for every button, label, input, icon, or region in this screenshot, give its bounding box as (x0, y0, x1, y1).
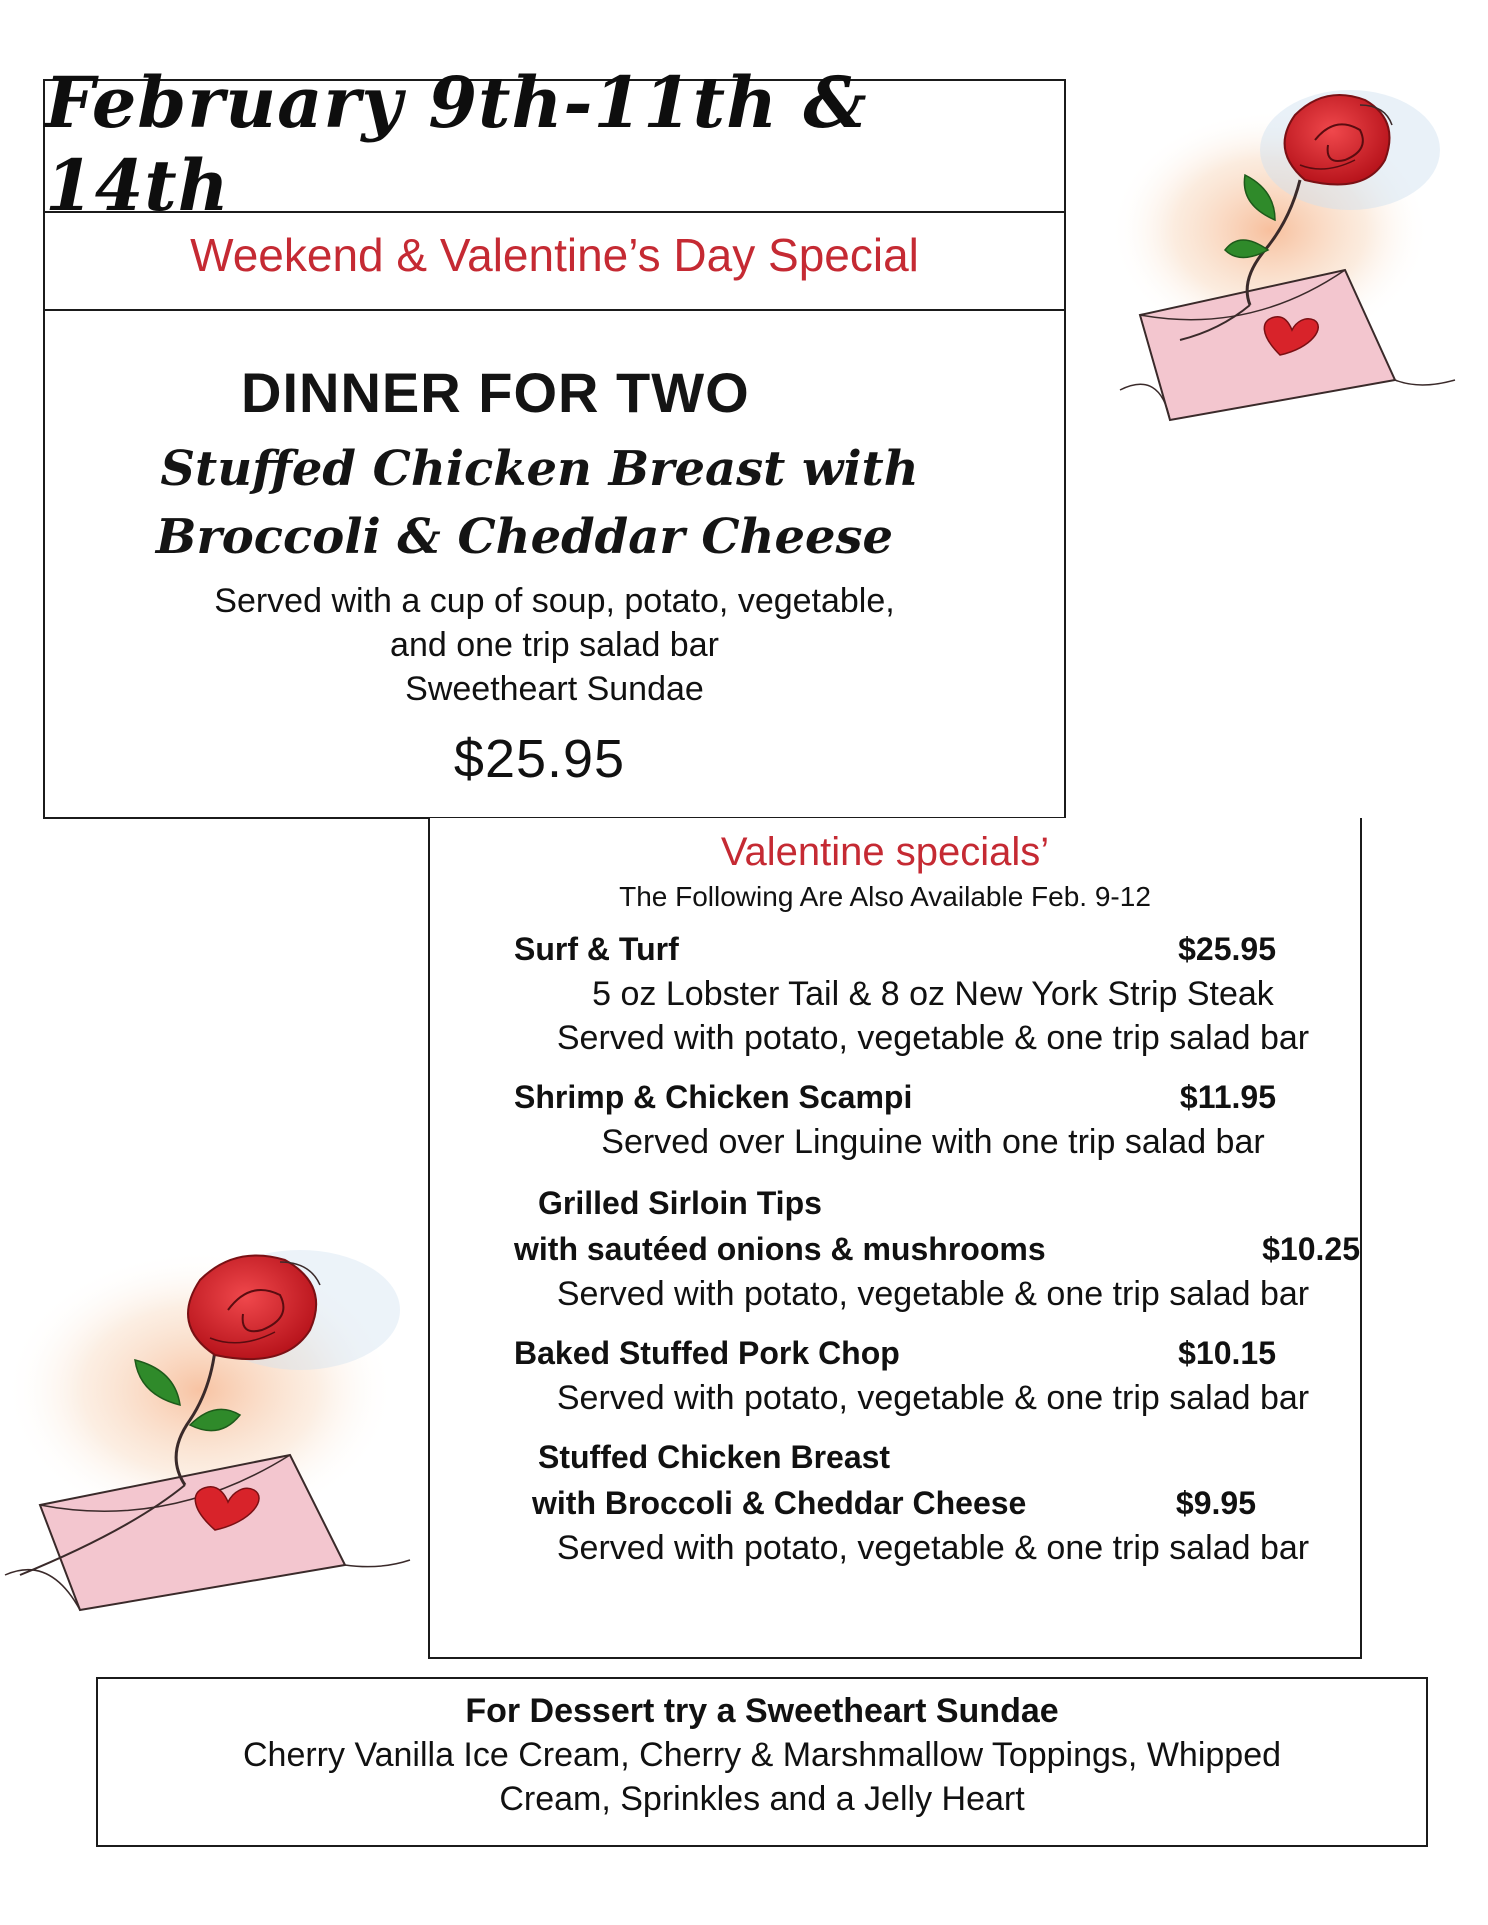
menu-item-desc-line2: Served with potato, vegetable & one trip salad bar (556, 1019, 1310, 1057)
menu-item-name (514, 1074, 1360, 1120)
menu-item-shrimp-chicken-scampi (430, 1074, 1360, 1164)
menu-item-desc-line1: Served over Linguine with one trip salad bar (601, 1123, 1265, 1161)
dinner-special-body (45, 311, 1064, 795)
dessert-title: For Dessert try a Sweetheart Sundae (465, 1692, 1059, 1730)
menu-item-price: $10.25 (1262, 1231, 1360, 1267)
dinner-price: $25.95 (453, 729, 626, 789)
special-subtitle: Weekend & Valentine’s Day Special (190, 229, 919, 281)
menu-item-desc-line1: Served with potato, vegetable & one trip salad bar (556, 1275, 1310, 1313)
dish-name-line1: Stuffed Chicken Breast with (160, 441, 919, 497)
menu-item-surf-and-turf (430, 926, 1360, 1060)
dinner-desc-line3: Sweetheart Sundae (405, 670, 704, 708)
rose-heart-illustration-top (1100, 80, 1460, 440)
menu-item-price: $10.15 (1178, 1335, 1276, 1371)
dinner-desc-line2: and one trip salad bar (390, 626, 719, 664)
menu-item-name (514, 926, 1360, 972)
menu-item-name-line2: with Broccoli & Cheddar Cheese (532, 1485, 1027, 1521)
menu-item-name (514, 1330, 1360, 1376)
valentine-specials-header (430, 818, 1360, 916)
dates-heading: February 9th-11th & 14th (45, 61, 868, 227)
dinner-special-box (43, 61, 1066, 819)
menu-item-desc-line1: Served with potato, vegetable & one trip salad bar (556, 1529, 1310, 1567)
menu-item-name-line1: Baked Stuffed Pork Chop (514, 1335, 900, 1371)
dessert-desc-line2: Cream, Sprinkles and a Jelly Heart (499, 1780, 1025, 1818)
menu-item-grilled-sirloin-tips (430, 1180, 1360, 1316)
dessert-desc-line1: Cherry Vanilla Ice Cream, Cherry & Marshmallow Toppings, Whipped (242, 1736, 1282, 1774)
rose-heart-illustration-bottom (0, 1230, 420, 1620)
dates-band (45, 61, 1064, 227)
menu-item-name-line1: Grilled Sirloin Tips (538, 1185, 822, 1221)
menu-item-price: $25.95 (1178, 931, 1276, 967)
menu-item-price: $9.95 (1175, 1485, 1256, 1521)
menu-item-name-line1: Shrimp & Chicken Scampi (514, 1079, 913, 1115)
menu-item-price: $11.95 (1179, 1079, 1276, 1115)
valentine-specials-availability: The Following Are Also Available Feb. 9-12 (619, 881, 1151, 912)
subtitle-band (45, 213, 1064, 311)
menu-item-name-line2-row (514, 1226, 1360, 1272)
menu-item-name-line1: Stuffed Chicken Breast (538, 1439, 891, 1475)
menu-item-name-line2: with sautéed onions & mushrooms (514, 1231, 1046, 1267)
menu-item-desc-line1: 5 oz Lobster Tail & 8 oz New York Strip Steak (592, 975, 1274, 1013)
menu-item-stuffed-chicken-breast (430, 1434, 1360, 1570)
menu-item-desc-line1: Served with potato, vegetable & one trip salad bar (556, 1379, 1310, 1417)
dessert-box (96, 1677, 1428, 1847)
dinner-for-two-heading: DINNER FOR TWO (241, 361, 750, 424)
menu-item-baked-stuffed-pork-chop (430, 1330, 1360, 1420)
valentine-specials-box (428, 818, 1362, 1659)
menu-item-name-line1: Surf & Turf (514, 931, 679, 967)
menu-item-name-line2-row (514, 1480, 1360, 1526)
valentine-specials-title: Valentine specials’ (720, 830, 1050, 874)
dish-name-line2: Broccoli & Cheddar Cheese (155, 509, 894, 565)
dinner-desc-line1: Served with a cup of soup, potato, vegetable, (214, 582, 895, 620)
